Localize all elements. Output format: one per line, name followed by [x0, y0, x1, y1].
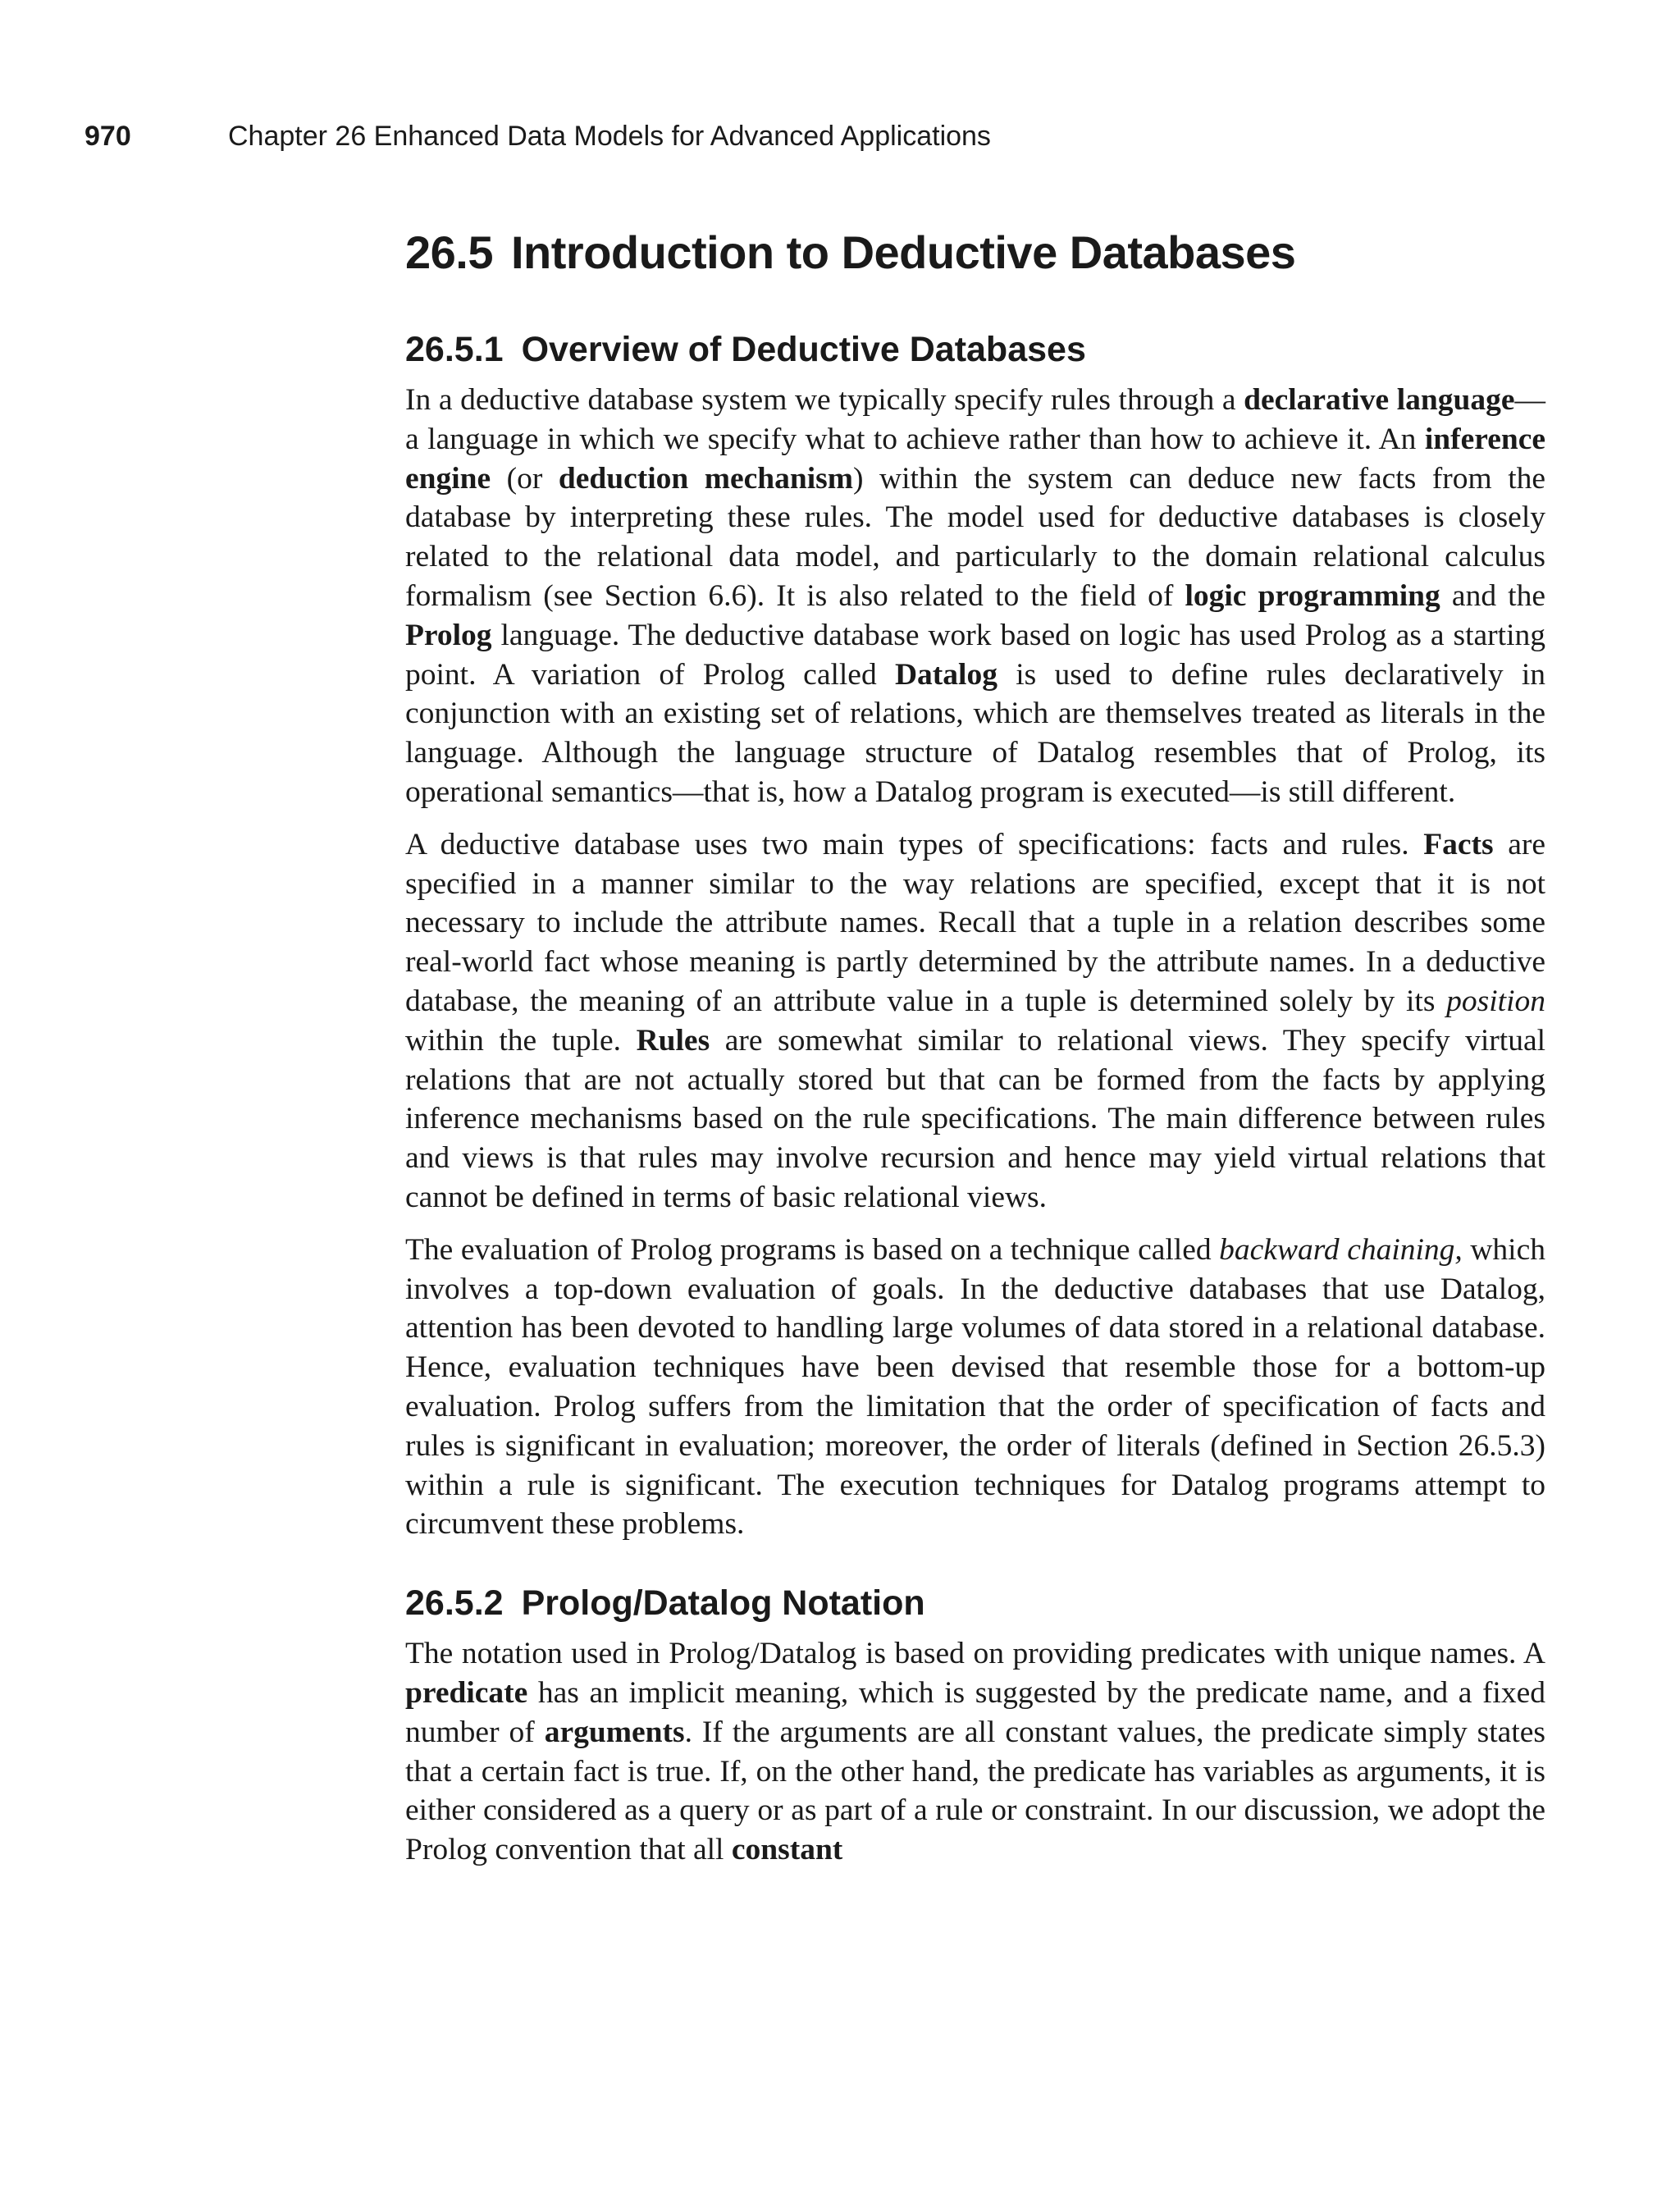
text-run: —a language in which we specify what to achieve rather than how to achieve it. An [405, 383, 1545, 456]
text-run: (or [491, 461, 559, 496]
text-run: which involves a top-down evaluation of goals. In the deductive databases that use Datalog, attention has been devoted to handling large volumes of data stored in a relational database. Hence, evaluation techniques have been devised that resemble those for a bottom-up evaluation. Prolog suffers from the limitation that the order of specification of facts and rules is significant in evaluation; moreover, the order of literals (defined in Section 26.5.3) within a rule is significant. The execution techniques for Datalog programs attempt to circumvent these problems. [405, 1232, 1545, 1542]
running-head [84, 118, 991, 154]
term-logic-programming: logic programming [1185, 578, 1440, 613]
term-facts: Facts [1423, 827, 1494, 861]
text-run: has an implicit meaning, which is suggested by the predicate name, and a fixed number of [405, 1675, 1545, 1749]
text-run: within the tuple. [405, 1023, 637, 1058]
text-run: and the [1440, 578, 1545, 613]
term-datalog: Datalog [894, 657, 998, 692]
chapter-title: Chapter 26 Enhanced Data Models for Advanced Applications [228, 121, 991, 152]
text-run: are specified in a manner similar to the way relations are specified, except that it is not necessary to include the attribute names. Recall that a tuple in a relation describes some real-world fact whose meaning is partly determined by the attribute names. In a deductive database, the meaning of an attribute value in a tuple is determined solely by its [405, 827, 1545, 1018]
section-heading [405, 220, 1545, 286]
subsection-number: 26.5.2 [405, 1583, 504, 1624]
term-constant: constant [731, 1833, 843, 1867]
section-number: 26.5 [405, 226, 493, 278]
term-declarative-language: declarative language [1244, 383, 1515, 417]
term-rules: Rules [636, 1023, 710, 1058]
page-content [405, 220, 1545, 1883]
text-run: is used to define rules declaratively in conjunction with an existing set of relations, which are themselves treated as literals in the language. Although the language structure of Datalog resembles that of Prolog, its operational semantics—that is, how a Datalog program is executed—is still different. [405, 657, 1545, 809]
term-prolog: Prolog [405, 618, 492, 652]
text-run: In a deductive database system we typically specify rules through a [405, 383, 1244, 417]
text-run: The notation used in Prolog/Datalog is based on providing predicates with unique names. A [405, 1637, 1545, 1671]
text-run: language. The deductive database work based on logic has used Prolog as a starting point. A variation of Prolog called [405, 618, 1545, 692]
term-inference-engine: inference engine [405, 422, 1545, 496]
paragraph-overview-3 [405, 1231, 1545, 1544]
paragraph-overview-1 [405, 381, 1545, 812]
text-run: A deductive database uses two main types of specifications: facts and rules. [405, 827, 1424, 861]
subsection-title: Prolog/Datalog Notation [521, 1583, 925, 1624]
subsection-number: 26.5.1 [405, 330, 504, 369]
paragraph-notation-1 [405, 1634, 1545, 1870]
subsection-title: Overview of Deductive Databases [521, 330, 1086, 369]
page-number: 970 [84, 121, 131, 152]
term-deduction-mechanism: deduction mechanism [558, 461, 854, 496]
term-backward-chaining: backward chaining, [1219, 1232, 1463, 1267]
term-arguments: arguments [544, 1715, 685, 1749]
text-run: . If the arguments are all constant values, the predicate simply states that a certain fact is true. If, on the other hand, the predicate has variables as arguments, it is either considered as a query or as part of a rule or constraint. In our discussion, we adopt the Prolog convention that all [405, 1715, 1545, 1867]
subsection-heading-notation [405, 1580, 1545, 1626]
subsection-heading-overview [405, 327, 1545, 372]
text-run: ) within the system can deduce new facts from the database by interpreting these rules. The model used for deductive databases is closely related to the relational data model, and particularly to the domain relational calculus formalism (see Section 6.6). It is also related to the field of [405, 461, 1546, 613]
term-predicate: predicate [405, 1675, 528, 1710]
text-run: The evaluation of Prolog programs is based on a technique called [405, 1232, 1220, 1267]
section-title: Introduction to Deductive Databases [511, 226, 1296, 278]
text-run: are somewhat similar to relational views. They specify virtual relations that are not actually stored but that can be formed from the facts by applying inference mechanisms based on the rule specifications. The main difference between rules and views is that rules may involve recursion and hence may yield virtual relations that cannot be defined in terms of basic relational views. [405, 1023, 1546, 1214]
paragraph-overview-2 [405, 825, 1545, 1217]
term-position: position [1446, 984, 1545, 1018]
